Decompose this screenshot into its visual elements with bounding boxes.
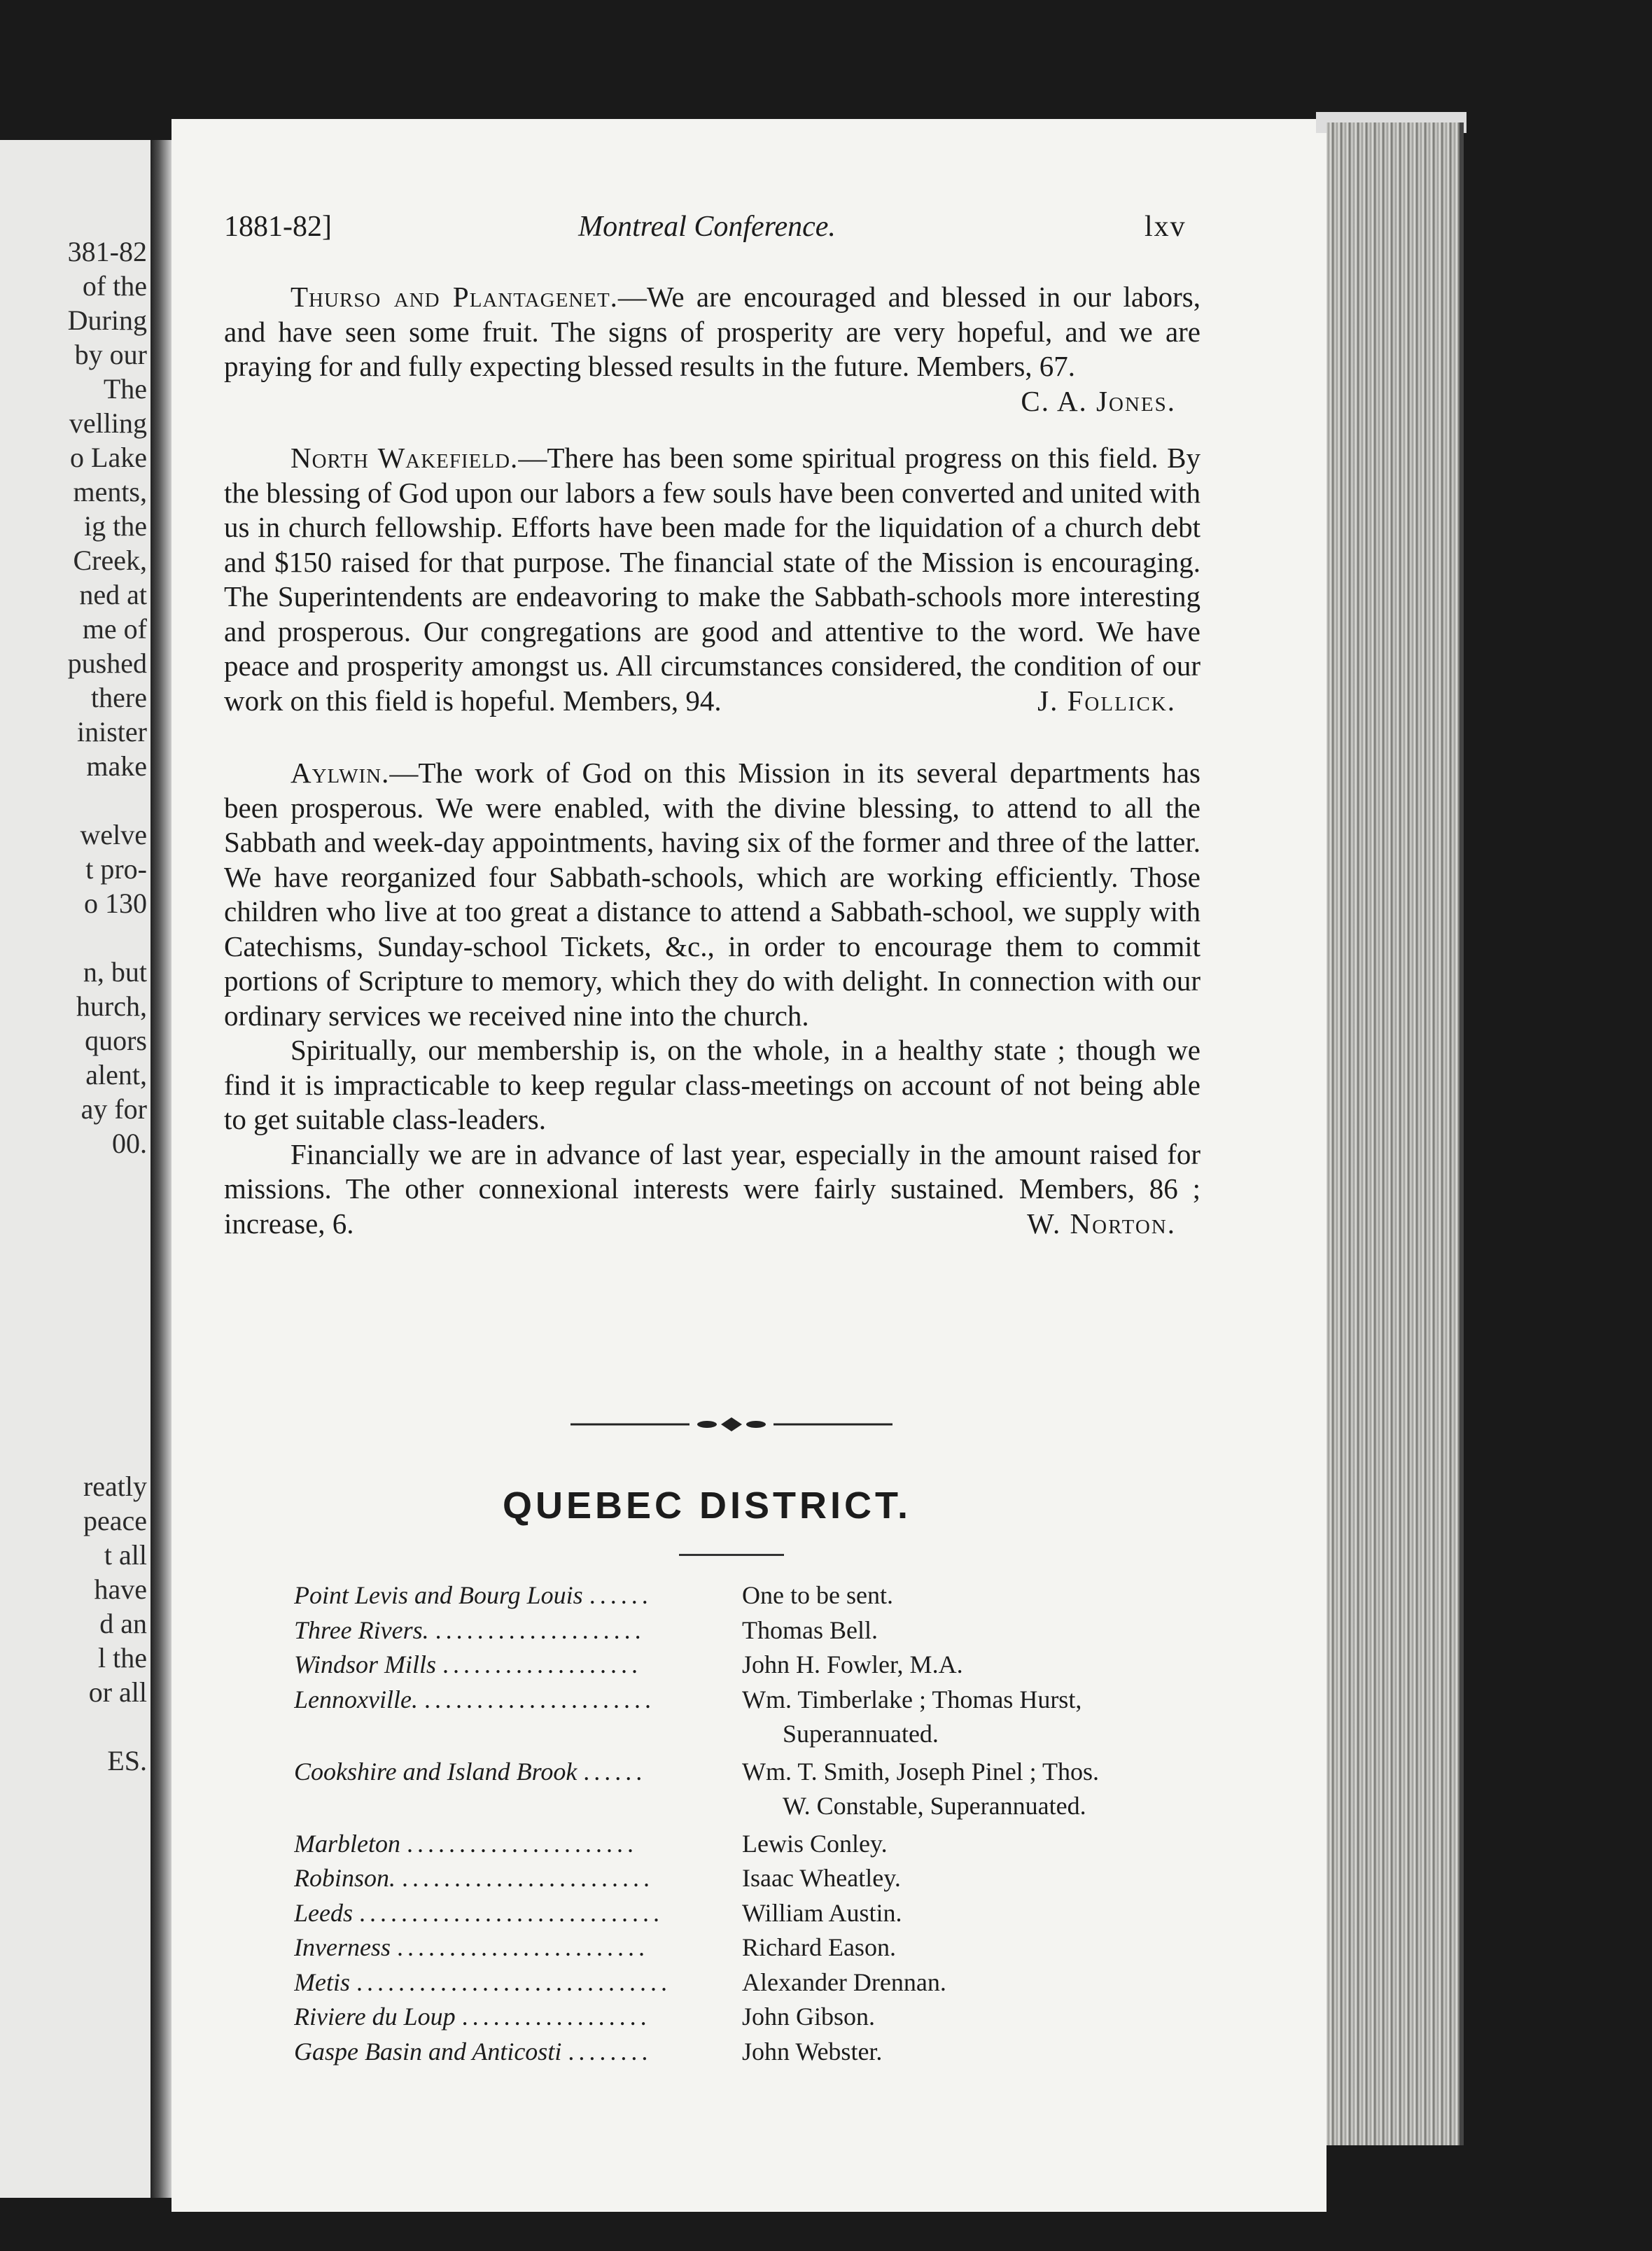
report-signature: C. A. Jones. (1021, 384, 1176, 417)
facing-page-fragment: 00. (112, 1128, 147, 1159)
station-row (294, 1613, 1232, 1648)
station-ministers (742, 1896, 1232, 1931)
facing-page-fragment: alent, (85, 1059, 147, 1091)
facing-page-fragment: 381-82 (67, 236, 147, 267)
station-row (294, 2035, 1232, 2070)
facing-page-fragment: have (94, 1573, 147, 1605)
district-title-rule (679, 1554, 784, 1556)
report-signature: W. Norton. (1027, 1207, 1176, 1240)
report-paragraph: Spiritually, our membership is, on the whole, in a healthy state ; though we find it is impracticable to keep regular class-meetings on account of not being able to get suitable class-leaders. (224, 1034, 1200, 1135)
facing-page-fragment: reatly (83, 1471, 147, 1502)
facing-page-fragment: me of (82, 613, 147, 645)
station-row (294, 1861, 1232, 1896)
station-name-text: Three Rivers. (294, 1615, 429, 1644)
minister-names: John H. Fowler, M.A. (742, 1650, 963, 1678)
station-name-text: Metis (294, 1968, 350, 1996)
report-text: —The work of God on this Mission in its several departments has been prosperous. We were enabled, with the divine blessing, to attend to all the Sabbath and week-day appointments, having six of the former and three of the latter. We have reorganized four Sabbath-schools, which are working efficiently. Those children who live at too great a distance to attend a Sabbath-school, we supply with Catechisms, Sunday-school Tickets, &c., in order to encourage them to commit portions of Scripture to memory, which they do with delight. In connection with our ordinary services we received nine into the church. (224, 757, 1200, 1032)
facing-page-fragment: make (86, 750, 147, 782)
station-row (294, 1683, 1232, 1752)
leader-dots: ................... (442, 1650, 643, 1678)
station-row (294, 1965, 1232, 2000)
station-name-text: Lennoxville. (294, 1685, 418, 1713)
station-row (294, 2000, 1232, 2035)
page-edges (1326, 122, 1464, 2145)
leader-dots: .............................. (356, 1968, 671, 1996)
station-row (294, 1827, 1232, 1862)
station-name (294, 1648, 714, 1683)
station-ministers (742, 1755, 1232, 1824)
leader-dots: ...................... (424, 1685, 655, 1713)
minister-names: Lewis Conley. (742, 1829, 888, 1858)
station-ministers (742, 1613, 1232, 1648)
facing-page-fragment: welve (80, 819, 147, 850)
report-paragraph: Financially we are in advance of last year, especially in the amount raised for missions. The other connexional interests were fairly sustained. Members, 86 ; increase, 6. (224, 1137, 1200, 1240)
station-name (294, 1965, 714, 2000)
station-row (294, 1755, 1232, 1824)
facing-page-fragment: ments, (73, 476, 147, 507)
facing-page-fragment: o 130 (84, 888, 147, 919)
facing-page-fragment: inister (77, 716, 147, 748)
facing-page-fragment: ay for (80, 1093, 147, 1125)
facing-page-fragment: pushed (67, 647, 147, 679)
station-row (294, 1896, 1232, 1931)
station-name (294, 1613, 714, 1648)
station-name (294, 1578, 714, 1613)
page-number: lxv (1144, 211, 1186, 243)
station-name (294, 1755, 714, 1790)
station-ministers (742, 1861, 1232, 1896)
report-thurso-plantagenet (224, 280, 1200, 419)
station-name-text: Windsor Mills (294, 1650, 437, 1678)
facing-page-fragment: t all (104, 1539, 147, 1571)
minister-names: Richard Eason. (742, 1933, 896, 1961)
station-name (294, 1861, 714, 1896)
station-name-text: Marbleton (294, 1829, 400, 1858)
station-name-text: Cookshire and Island Brook (294, 1757, 578, 1786)
minister-names: Isaac Wheatley. (742, 1864, 901, 1892)
leader-dots: ........ (568, 2037, 652, 2066)
minister-names: John Webster. (742, 2037, 883, 2066)
facing-page (0, 140, 153, 2198)
report-text: —We are encouraged and blessed in our labors, and have seen some fruit. The signs of prosperity are very hopeful, and we are praying for and fully expecting blessed results in the future. Members, 67. (224, 281, 1200, 382)
station-name (294, 1896, 714, 1931)
facing-page-fragment: ned at (79, 579, 147, 610)
report-heading: Aylwin. (290, 757, 390, 789)
station-name-text: Point Levis and Bourg Louis (294, 1581, 583, 1609)
facing-page-fragment: n, but (83, 956, 147, 988)
facing-page-fragment: or all (88, 1676, 147, 1708)
minister-names: One to be sent. (742, 1581, 893, 1609)
report-north-wakefield (224, 441, 1200, 718)
report-aylwin (224, 756, 1200, 1241)
running-head-title: Montreal Conference. (578, 211, 836, 243)
facing-page-fragment: ES. (107, 1745, 147, 1776)
leader-dots: ........................ (402, 1864, 654, 1892)
facing-page-fragment: velling (69, 407, 147, 439)
minister-names: Wm. Timberlake ; Thomas Hurst, (742, 1685, 1082, 1713)
facing-page-fragment: hurch, (76, 990, 147, 1022)
station-name (294, 2000, 714, 2035)
facing-page-fragment: During (67, 304, 147, 336)
leader-dots: ........................ (396, 1933, 649, 1961)
facing-page-fragment: peace (83, 1505, 147, 1536)
station-name-text: Gaspe Basin and Anticosti (294, 2037, 562, 2066)
facing-page-fragment: by our (74, 339, 147, 370)
station-ministers (742, 1965, 1232, 2000)
facing-page-fragment: there (91, 682, 147, 713)
running-head-year: 1881-82] (224, 211, 332, 243)
station-row (294, 1930, 1232, 1965)
facing-page-fragment: l the (98, 1642, 147, 1674)
facing-page-fragment: ig the (84, 510, 147, 542)
facing-page-fragment: of the (82, 270, 147, 302)
leader-dots: .................. (461, 2003, 651, 2031)
report-heading: Thurso and Plantagenet. (290, 281, 618, 313)
minister-names: John Gibson. (742, 2003, 876, 2031)
minister-names-continued: W. Constable, Superannuated. (783, 1792, 1086, 1820)
facing-page-fragment: Creek, (73, 545, 147, 576)
minister-names: Alexander Drennan. (742, 1968, 946, 1996)
facing-page-fragment: quors (85, 1025, 147, 1056)
leader-dots: .................... (435, 1615, 645, 1644)
minister-names: Wm. T. Smith, Joseph Pinel ; Thos. (742, 1757, 1100, 1786)
facing-page-fragment: The (103, 373, 147, 405)
station-ministers (742, 1930, 1232, 1965)
report-text: —There has been some spiritual progress on this field. By the blessing of God upon our labors a few souls have been converted and united with us in church fellowship. Efforts have been made for the liquidation of a church debt and $150 raised for that purpose. The financial state of the Mission is encouraging. The Superintendents are endeavoring to make the Sabbath-schools more interesting and prosperous. Our congregations are good and attentive to the word. We have peace and prosperity amongst us. All circumstances considered, the condition of our work on this field is hopeful. Members, 94. (224, 442, 1200, 717)
station-row (294, 1648, 1232, 1683)
district-title: QUEBEC DISTRICT. (502, 1485, 912, 1527)
station-name-text: Robinson. (294, 1864, 396, 1892)
stations-list (294, 1578, 1232, 2069)
station-name-text: Leeds (294, 1898, 353, 1927)
ornamental-rule (570, 1410, 892, 1438)
report-signature: J. Follick. (1037, 684, 1176, 717)
leader-dots: ...................... (406, 1829, 638, 1858)
station-ministers (742, 1648, 1232, 1683)
leader-dots: ............................. (359, 1898, 664, 1927)
leader-dots: ...... (589, 1581, 652, 1609)
leader-dots: ...... (583, 1757, 647, 1786)
station-ministers (742, 2035, 1232, 2070)
minister-names: Thomas Bell. (742, 1615, 878, 1644)
facing-page-fragment: o Lake (70, 442, 147, 473)
book-gutter (150, 140, 172, 2198)
book-page (172, 119, 1326, 2212)
station-ministers (742, 1683, 1232, 1752)
station-ministers (742, 1578, 1232, 1613)
station-name (294, 1930, 714, 1965)
minister-names: William Austin. (742, 1898, 902, 1927)
facing-page-fragment: t pro- (85, 853, 147, 885)
minister-names-continued: Superannuated. (783, 1720, 939, 1748)
station-row (294, 1578, 1232, 1613)
station-name (294, 1683, 714, 1718)
station-ministers (742, 2000, 1232, 2035)
station-ministers (742, 1827, 1232, 1862)
station-name (294, 1827, 714, 1862)
facing-page-fragment: d an (99, 1608, 147, 1639)
station-name-text: Inverness (294, 1933, 391, 1961)
station-name (294, 2035, 714, 2070)
station-name-text: Riviere du Loup (294, 2003, 456, 2031)
report-heading: North Wakefield. (290, 442, 519, 474)
